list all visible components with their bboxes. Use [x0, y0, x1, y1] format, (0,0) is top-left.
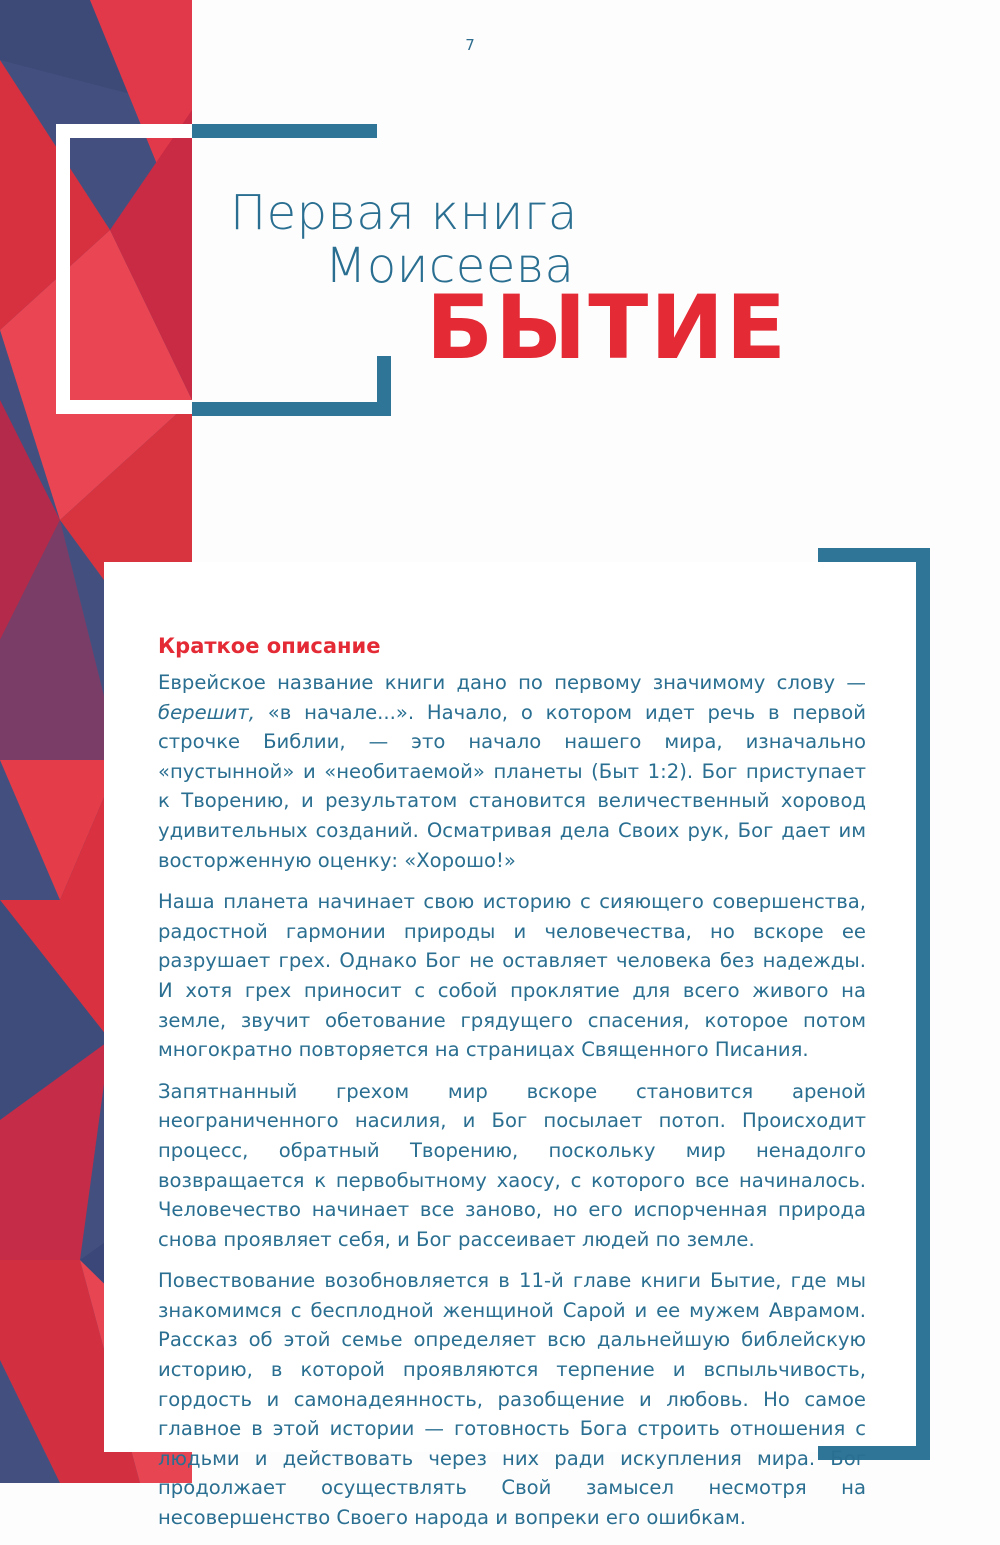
frame-top-white	[56, 124, 192, 138]
frame-bottom-blue	[192, 402, 391, 416]
frame-bottom-white	[56, 400, 192, 414]
paragraph-3: Запятнанный грехом мир вскоре становится ареной неограниченного насилия, и Бог посылает потоп. Происходит процесс, обратный Творению, поскольку мир ненадолго возвращается к первобытному хаосу, с которого все начиналось. Человечество начинает все заново, но его испорченная природа снова проявляет себя, и Бог рассеивает людей по земле.	[158, 1079, 866, 1251]
section-body	[158, 668, 866, 1545]
frame-left-white	[56, 124, 70, 414]
page-number: 7	[465, 36, 475, 54]
paragraph-1-emphasis: берешит,	[158, 700, 255, 724]
paragraph-1-text-start: Еврейское название книги дано по первому значимому слову —	[158, 671, 866, 694]
paragraph-4: Повествование возобновляется в 11-й главе книги Бытие, где мы знакомимся с бесплодной женщиной Сарой и ее мужем Аврамом. Рассказ об этой семье определяет всю дальнейшую библейскую историю, в которой проявляются терпение и вспыльчивость, гордость и самонадеянность, разобщение и любовь. Но самое главное в этой истории — готовность Бога строить отношения с людьми и действовать через них ради искупления мира. Бог продолжает осуществлять Свой замысел несмотря на несовершенство Своего народа и вопреки его ошибкам.	[158, 1269, 866, 1530]
title-line-2: Моисеева	[325, 238, 575, 294]
content-frame-right	[916, 548, 930, 1460]
content-frame-top	[818, 548, 930, 562]
title-line-1: Первая книга	[230, 185, 578, 241]
paragraph-1-text-end: «в начале...». Начало, о котором идет речь в первой строчке Библии, — это начало нашего мира, изначально «пустынной» и «необитаемой» планеты (Быт 1:2). Бог приступает к Творению, и результатом становится величественный хоровод удивительных созданий. Осматривая дела Своих рук, Бог дает им восторженную оценку: «Хорошо!»	[158, 700, 866, 872]
section-heading: Краткое описание	[158, 634, 381, 658]
paragraph-2: Наша планета начинает свою историю с сияющего совершенства, радостной гармонии природы и человечества, но вскоре ее разрушает грех. Однако Бог не оставляет человека без надежды. И хотя грех приносит с собой проклятие для всего живого на земле, звучит обетование грядущего спасения, которое потом многократно повторяется на страницах Священного Писания.	[158, 890, 866, 1062]
paragraph-1	[158, 668, 866, 875]
frame-top-blue	[192, 124, 377, 138]
book-title: БЫТИЕ	[426, 276, 789, 379]
